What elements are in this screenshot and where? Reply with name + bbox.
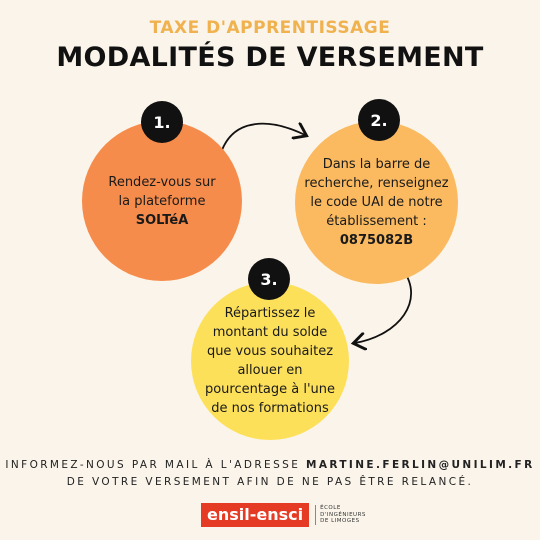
step-2-text: Dans la barre de recherche, renseignez le code UAI de notre établissement : xyxy=(304,157,449,229)
footer-line-1 xyxy=(0,459,540,471)
school-logo xyxy=(201,502,366,528)
step-2-code: 0875082B xyxy=(339,233,414,248)
step-2-circle xyxy=(295,121,458,284)
arrow-1-to-2 xyxy=(222,124,305,150)
step-1-text-line1: Rendez-vous sur xyxy=(108,174,216,190)
step-1-platform: SOLTéA xyxy=(135,212,189,228)
step-3-circle xyxy=(191,282,349,440)
subtitle: TAXE D'APPRENTISSAGE xyxy=(149,18,391,38)
footer-line-2: DE VOTRE VERSEMENT AFIN DE NE PAS ÊTRE RELANCÉ. xyxy=(66,476,474,488)
step-1-text-line2: la plateforme xyxy=(118,193,206,209)
step-3-text: Répartissez le montant du solde que vous souhaitez allouer en pourcentage à l'une de nos formations xyxy=(204,306,336,416)
contact-email-link[interactable]: MARTINE.FERLIN@UNILIM.FR xyxy=(305,459,535,471)
footer-prefix: INFORMEZ-NOUS PAR MAIL À L'ADRESSE xyxy=(5,459,306,471)
step-1-circle xyxy=(82,121,242,281)
step-3-number-badge: 3. xyxy=(248,258,290,300)
logo-subtitle: ÉCOLE D'INGÉNIEURS DE LIMOGES xyxy=(315,505,366,525)
logo-wordmark: ensil-ensci xyxy=(201,503,309,527)
page-title: MODALITÉS DE VERSEMENT xyxy=(56,42,484,73)
step-2-number-badge: 2. xyxy=(358,99,400,141)
step-1-number-badge: 1. xyxy=(141,101,183,143)
